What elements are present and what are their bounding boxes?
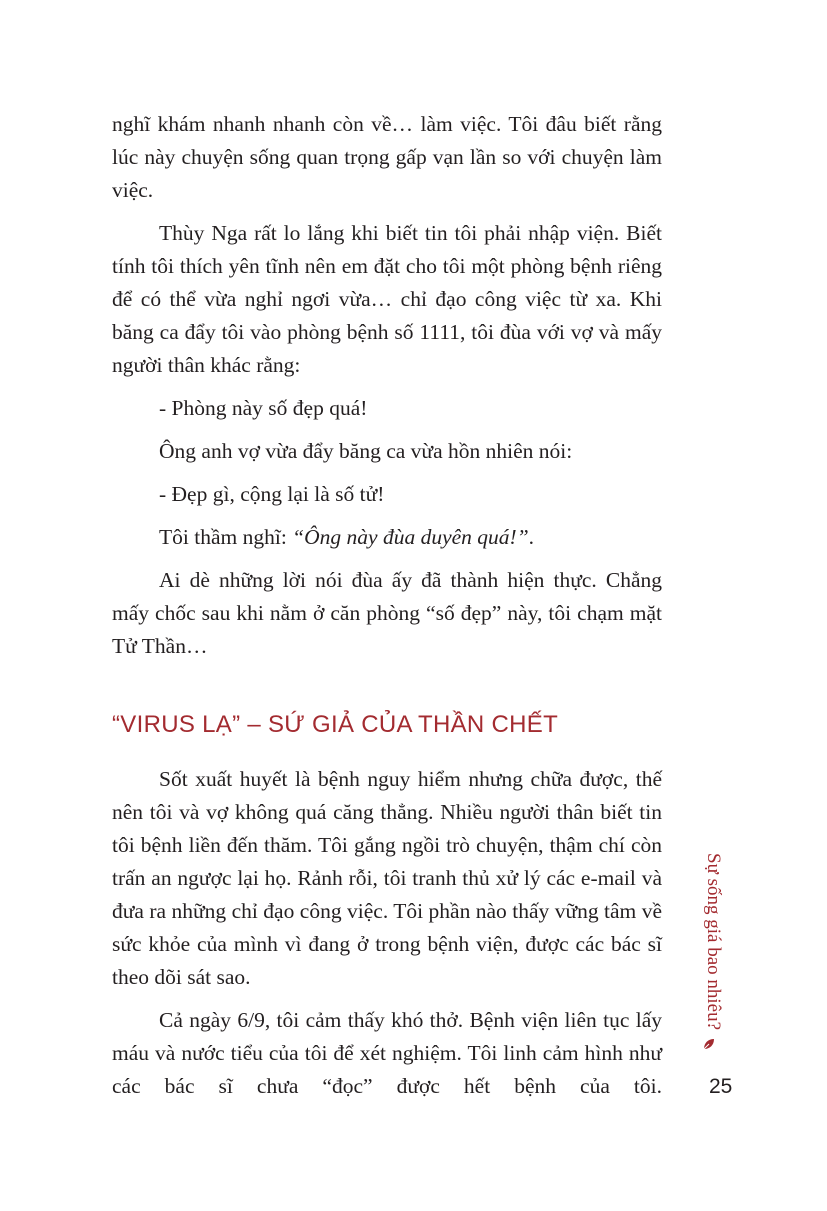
- running-title-text: Sự sống giá bao nhiêu?: [703, 853, 724, 1031]
- paragraph: Sốt xuất huyết là bệnh nguy hiểm nhưng chữa được, thế nên tôi và vợ không quá căng thẳng. Nhiều người thân biết tin tôi bệnh liền đến thăm. Tôi gắng ngồi trò chuyện, thậm chí còn trấn an ngược lại họ. Rảnh rỗi, tôi tranh thủ xử lý các e-mail và đưa ra những chỉ đạo công việc. Tôi phần nào thấy vững tâm về sức khỏe của mình vì đang ở trong bệnh viện, được các bác sĩ theo dõi sát sao.: [112, 767, 662, 989]
- paragraph: Thùy Nga rất lo lắng khi biết tin tôi phải nhập viện. Biết tính tôi thích yên tĩnh nên em đặt cho tôi một phòng bệnh riêng để có thể vừa nghỉ ngơi vừa… chỉ đạo công việc từ xa. Khi băng ca đẩy tôi vào phòng bệnh số 1111, tôi đùa với vợ và mấy người thân khác rằng:: [112, 221, 662, 377]
- dialog-line: - Phòng này số đẹp quá!: [159, 396, 368, 420]
- text-span: Tôi thầm nghĩ:: [159, 525, 293, 549]
- body-text-section: [112, 763, 662, 1113]
- paragraph: [112, 521, 662, 554]
- page-number: 25: [709, 1075, 733, 1098]
- paragraph: Ai dè những lời nói đùa ấy đã thành hiện thực. Chẳng mấy chốc sau khi nằm ở căn phòng “số đẹp” này, tôi chạm mặt Tử Thần…: [112, 568, 662, 658]
- leaf-icon: [706, 1037, 720, 1051]
- paragraph: Cả ngày 6/9, tôi cảm thấy khó thở. Bệnh viện liên tục lấy máu và nước tiểu của tôi để xét nghiệm. Tôi linh cảm hình như các bác sĩ chưa “đọc” được hết bệnh của tôi.: [112, 1008, 662, 1098]
- section-heading: “VIRUS LẠ” – SỨ GIẢ CỦA THẦN CHẾT: [112, 711, 559, 738]
- italic-quote: “Ông này đùa duyên quá!”: [292, 525, 529, 549]
- paragraph: Ông anh vợ vừa đẩy băng ca vừa hồn nhiên nói:: [159, 439, 573, 463]
- text-span: .: [528, 525, 535, 549]
- running-title: [702, 852, 742, 1052]
- paragraph: nghĩ khám nhanh nhanh còn về… làm việc. Tôi đâu biết rằng lúc này chuyện sống quan trọng gấp vạn lần so với chuyện làm việc.: [112, 112, 662, 202]
- dialog-line: - Đẹp gì, cộng lại là số tử!: [159, 482, 385, 506]
- body-text-top: [112, 108, 662, 673]
